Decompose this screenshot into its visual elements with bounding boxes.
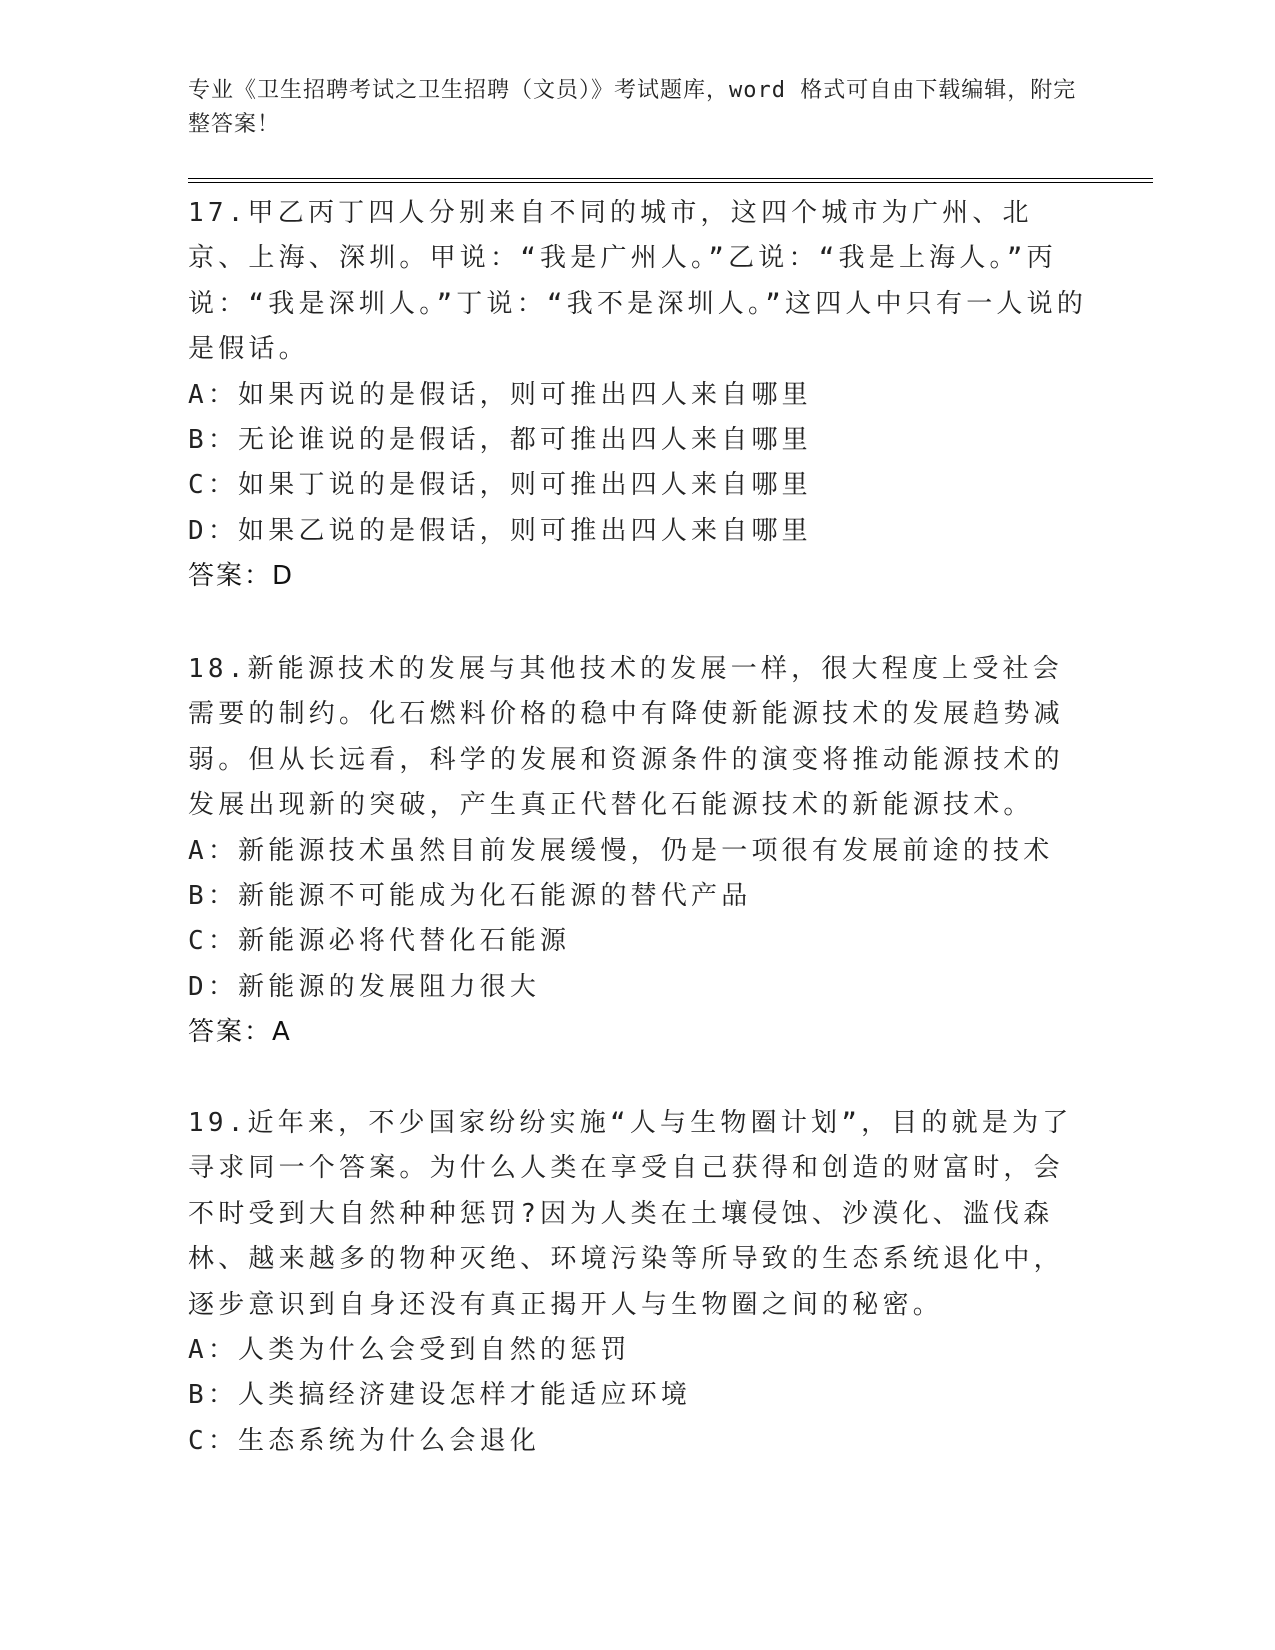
question-stem: 17.甲乙丙丁四人分别来自不同的城市，这四个城市为广州、北京、上海、深圳。甲说：“我是广州人。”乙说：“我是上海人。”丙说：“我是深圳人。”丁说：“我不是深圳人。”这四人中只有一人说的是假话。 [188, 198, 1088, 365]
option-b: B：新能源不可能成为化石能源的替代产品 [188, 881, 752, 912]
option-b: B：无论谁说的是假话，都可推出四人来自哪里 [188, 425, 812, 456]
option-c: C：如果丁说的是假话，则可推出四人来自哪里 [188, 470, 812, 501]
document-header: 专业《卫生招聘考试之卫生招聘（文员）》考试题库，word 格式可自由下载编辑，附完整答案！ [188, 78, 1077, 137]
question-18 [188, 647, 1088, 1056]
question-17 [188, 191, 1088, 600]
option-c: C：新能源必将代替化石能源 [188, 926, 571, 957]
question-stem: 18.新能源技术的发展与其他技术的发展一样，很大程度上受社会需要的制约。化石燃料价格的稳中有降使新能源技术的发展趋势减弱。但从长远看，科学的发展和资源条件的演变将推动能源技术的发展出现新的突破，产生真正代替化石能源技术的新能源技术。 [188, 654, 1064, 821]
question-19 [188, 1101, 1088, 1464]
option-c: C：生态系统为什么会退化 [188, 1425, 541, 1456]
question-stem: 19.近年来，不少国家纷纷实施“人与生物圈计划”，目的就是为了寻求同一个答案。为什么人类在享受自己获得和创造的财富时，会不时受到大自然种种惩罚?因为人类在土壤侵蚀、沙漠化、滥伐森林、越来越多的物种灭绝、环境污染等所导致的生态系统退化中，逐步意识到自身还没有真正揭开人与生物圈之间的秘密。 [188, 1108, 1073, 1320]
option-b: B：人类搞经济建设怎样才能适应环境 [188, 1380, 692, 1411]
option-a: A：人类为什么会受到自然的惩罚 [188, 1335, 631, 1366]
header-divider-top [188, 178, 1153, 179]
option-d: D：如果乙说的是假话，则可推出四人来自哪里 [188, 515, 812, 546]
option-d: D：新能源的发展阻力很大 [188, 971, 541, 1002]
header-divider-bottom [188, 182, 1153, 183]
option-a: A：新能源技术虽然目前发展缓慢，仍是一项很有发展前途的技术 [188, 835, 1054, 866]
answer-label: 答案：D [188, 561, 295, 592]
answer-label: 答案：A [188, 1017, 292, 1048]
option-a: A：如果丙说的是假话，则可推出四人来自哪里 [188, 379, 812, 410]
